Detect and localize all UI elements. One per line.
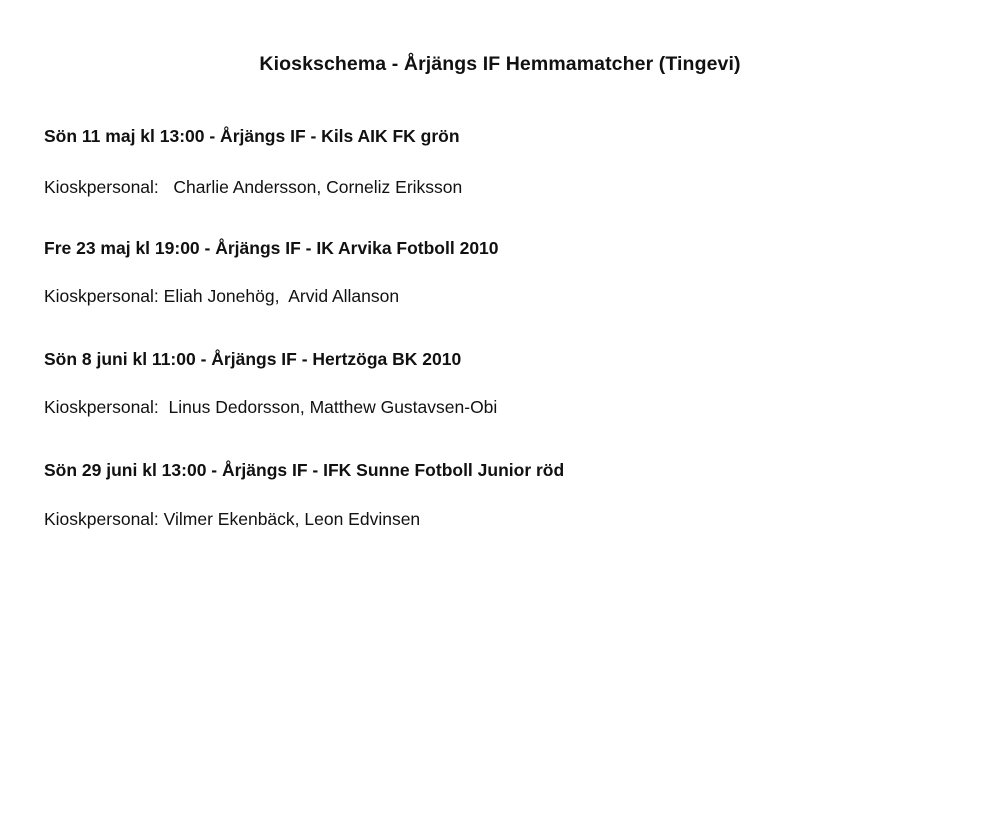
match-heading: Sön 29 juni kl 13:00 - Årjängs IF - IFK Sunne Fotboll Junior röd: [44, 460, 565, 480]
staff-line: [44, 397, 497, 418]
staff-line: [44, 509, 420, 530]
staff-names: Linus Dedorsson, Matthew Gustavsen-Obi: [168, 397, 498, 417]
staff-line: [44, 177, 462, 198]
staff-label: Kioskpersonal:: [44, 509, 159, 529]
staff-label: Kioskpersonal:: [44, 177, 159, 197]
staff-line: [44, 286, 399, 307]
match-heading: Sön 11 maj kl 13:00 - Årjängs IF - Kils AIK FK grön: [44, 126, 460, 146]
match-heading: Sön 8 juni kl 11:00 - Årjängs IF - Hertzöga BK 2010: [44, 349, 462, 369]
staff-names: Eliah Jonehög, Arvid Allanson: [163, 286, 400, 306]
page-title: Kioskschema - Årjängs IF Hemmamatcher (Tingevi): [259, 53, 741, 75]
staff-names: Charlie Andersson, Corneliz Eriksson: [173, 177, 463, 197]
staff-label: Kioskpersonal:: [44, 286, 159, 306]
match-heading: Fre 23 maj kl 19:00 - Årjängs IF - IK Arvika Fotboll 2010: [44, 238, 499, 258]
staff-names: Vilmer Ekenbäck, Leon Edvinsen: [163, 509, 421, 529]
staff-label: Kioskpersonal:: [44, 397, 159, 417]
